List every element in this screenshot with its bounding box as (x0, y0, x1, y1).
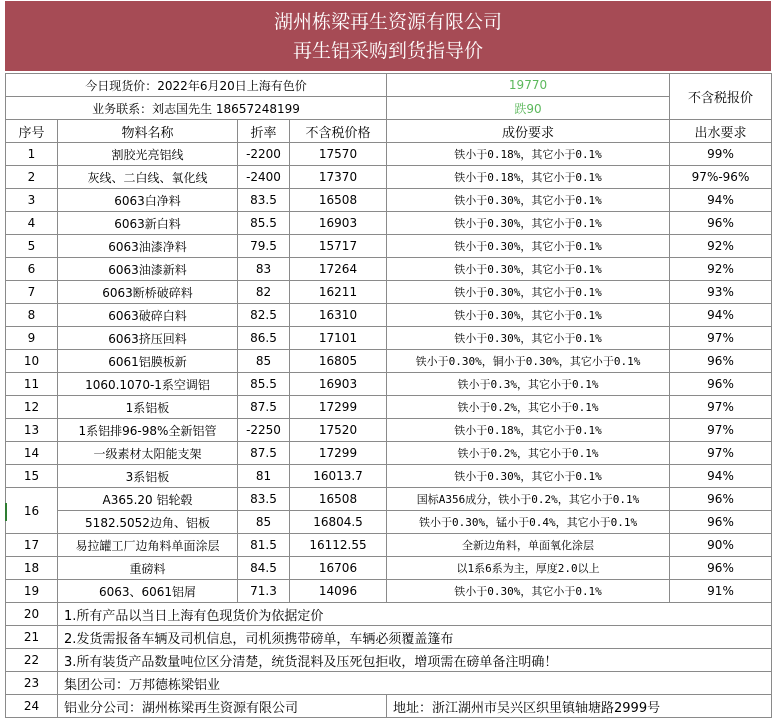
material-name[interactable]: 6063油漆净料 (58, 235, 238, 258)
row-number[interactable]: 21 (6, 626, 58, 649)
row-number[interactable]: 19 (6, 580, 58, 603)
table-row (6, 396, 772, 419)
discount-rate[interactable]: 71.3 (238, 580, 290, 603)
price-excl-tax[interactable]: 16508 (290, 488, 387, 511)
material-name[interactable]: 易拉罐工厂边角料单面涂层 (58, 534, 238, 557)
yield-requirement[interactable]: 94% (670, 465, 772, 488)
yield-requirement[interactable]: 96% (670, 488, 772, 511)
discount-rate[interactable]: 85 (238, 350, 290, 373)
footer-row (6, 695, 772, 718)
composition-requirement[interactable]: 铁小于0.30%，其它小于0.1% (387, 327, 670, 350)
branch-company[interactable]: 铝业分公司：湖州栋梁再生资源有限公司 (58, 695, 387, 718)
composition-requirement[interactable]: 铁小于0.18%，其它小于0.1% (387, 143, 670, 166)
row-number[interactable]: 22 (6, 649, 58, 672)
row-number[interactable]: 1 (6, 143, 58, 166)
price-excl-tax[interactable]: 14096 (290, 580, 387, 603)
table-row (6, 212, 772, 235)
discount-rate[interactable]: 87.5 (238, 396, 290, 419)
row-number[interactable]: 11 (6, 373, 58, 396)
table-row (6, 350, 772, 373)
yield-requirement[interactable]: 91% (670, 580, 772, 603)
row-number[interactable]: 14 (6, 442, 58, 465)
table-row (6, 235, 772, 258)
material-name[interactable]: 灰线、二白线、氧化线 (58, 166, 238, 189)
yield-requirement[interactable]: 97% (670, 442, 772, 465)
column-header-no: 序号 (6, 120, 58, 143)
row-number[interactable]: 18 (6, 557, 58, 580)
composition-requirement[interactable]: 铁小于0.18%，其它小于0.1% (387, 419, 670, 442)
price-excl-tax[interactable]: 16804.5 (290, 511, 387, 534)
table-row (6, 488, 772, 511)
table-row (6, 419, 772, 442)
composition-requirement[interactable]: 铁小于0.2%，其它小于0.1% (387, 442, 670, 465)
row-number[interactable]: 23 (6, 672, 58, 695)
yield-requirement[interactable]: 96% (670, 350, 772, 373)
company-address[interactable]: 地址：浙江湖州市吴兴区织里镇轴塘路2999号 (387, 695, 772, 718)
yield-requirement[interactable]: 97%-96% (670, 166, 772, 189)
material-name[interactable]: 1系铝板 (58, 396, 238, 419)
discount-rate[interactable]: 82 (238, 281, 290, 304)
price-excl-tax[interactable]: 17264 (290, 258, 387, 281)
material-name[interactable]: 6063白净料 (58, 189, 238, 212)
yield-requirement[interactable]: 93% (670, 281, 772, 304)
row-number[interactable]: 9 (6, 327, 58, 350)
material-name[interactable]: 重磅料 (58, 557, 238, 580)
note-row (6, 649, 772, 672)
material-name[interactable]: 1系铝排96-98%全新铝管 (58, 419, 238, 442)
table-row (6, 258, 772, 281)
price-excl-tax[interactable]: 16903 (290, 373, 387, 396)
composition-requirement[interactable]: 铁小于0.30%，其它小于0.1% (387, 465, 670, 488)
company-name: 湖州栋梁再生资源有限公司 (273, 11, 502, 33)
composition-requirement[interactable]: 铁小于0.30%，其它小于0.1% (387, 304, 670, 327)
note-text[interactable]: 2.发货需报备车辆及司机信息，司机须携带磅单，车辆必须覆盖篷布 (58, 626, 772, 649)
composition-requirement[interactable]: 铁小于0.30%，其它小于0.1% (387, 235, 670, 258)
yield-requirement[interactable]: 96% (670, 557, 772, 580)
yield-requirement[interactable]: 96% (670, 212, 772, 235)
price-excl-tax[interactable]: 17520 (290, 419, 387, 442)
yield-requirement[interactable]: 92% (670, 258, 772, 281)
discount-rate[interactable]: 86.5 (238, 327, 290, 350)
table-row (6, 327, 772, 350)
row-number[interactable]: 5 (6, 235, 58, 258)
discount-rate[interactable]: 85.5 (238, 373, 290, 396)
material-name[interactable]: 1060.1070-1系空调铝 (58, 373, 238, 396)
price-excl-tax[interactable]: 16112.55 (290, 534, 387, 557)
material-name[interactable]: 一级素材太阳能支架 (58, 442, 238, 465)
discount-rate[interactable]: 85.5 (238, 212, 290, 235)
row-number[interactable]: 7 (6, 281, 58, 304)
table-row (6, 511, 772, 534)
composition-requirement[interactable]: 以1系6系为主，厚度2.0以上 (387, 557, 670, 580)
row-number[interactable]: 6 (6, 258, 58, 281)
material-name[interactable]: 6061铝膜板新 (58, 350, 238, 373)
table-row (6, 465, 772, 488)
row-number[interactable]: 8 (6, 304, 58, 327)
sheet-title: 再生铝采购到货指导价 (292, 40, 483, 62)
table-row (6, 534, 772, 557)
row-number[interactable]: 24 (6, 695, 58, 718)
discount-rate[interactable]: 82.5 (238, 304, 290, 327)
table-row (6, 281, 772, 304)
composition-requirement[interactable]: 铁小于0.30%，其它小于0.1% (387, 258, 670, 281)
discount-rate[interactable]: -2200 (238, 143, 290, 166)
discount-rate[interactable]: 83 (238, 258, 290, 281)
composition-requirement[interactable]: 铁小于0.30%，其它小于0.1% (387, 580, 670, 603)
table-row (6, 373, 772, 396)
column-header-rate: 折率 (238, 120, 290, 143)
yield-requirement[interactable]: 96% (670, 511, 772, 534)
price-excl-tax[interactable]: 17370 (290, 166, 387, 189)
composition-requirement[interactable]: 全新边角料，单面氧化涂层 (387, 534, 670, 557)
composition-requirement[interactable]: 铁小于0.18%，其它小于0.1% (387, 166, 670, 189)
yield-requirement[interactable]: 97% (670, 419, 772, 442)
price-table (5, 73, 772, 718)
row-number[interactable]: 3 (6, 189, 58, 212)
discount-rate[interactable]: 84.5 (238, 557, 290, 580)
price-excl-tax[interactable]: 17299 (290, 396, 387, 419)
material-name[interactable]: 3系铝板 (58, 465, 238, 488)
material-name[interactable]: 6063、6061铝屑 (58, 580, 238, 603)
spot-price-value[interactable]: 19770 (387, 74, 670, 97)
column-header-name: 物料名称 (58, 120, 238, 143)
price-date-label: 今日现货价：2022年6月20日上海有色价 (6, 74, 387, 97)
material-name[interactable]: 5182.5052边角、铝板 (58, 511, 238, 534)
price-change-value[interactable]: 跌90 (387, 97, 670, 120)
material-name[interactable]: 6063油漆新料 (58, 258, 238, 281)
row-number[interactable]: 15 (6, 465, 58, 488)
composition-requirement[interactable]: 国标A356成分，铁小于0.2%，其它小于0.1% (387, 488, 670, 511)
table-row (6, 166, 772, 189)
table-row (6, 557, 772, 580)
price-excl-tax[interactable]: 16013.7 (290, 465, 387, 488)
price-excl-tax[interactable]: 17570 (290, 143, 387, 166)
column-header-requirement: 成份要求 (387, 120, 670, 143)
note-text[interactable]: 集团公司：万邦德栋梁铝业 (58, 672, 772, 695)
discount-rate[interactable]: 81 (238, 465, 290, 488)
yield-requirement[interactable]: 99% (670, 143, 772, 166)
contact-label: 业务联系：刘志国先生 18657248199 (6, 97, 387, 120)
table-row (6, 143, 772, 166)
note-row (6, 603, 772, 626)
price-excl-tax[interactable]: 17101 (290, 327, 387, 350)
material-name[interactable]: 割胶光亮铝线 (58, 143, 238, 166)
row-number[interactable]: 13 (6, 419, 58, 442)
material-name[interactable]: A365.20 铝轮毂 (58, 488, 238, 511)
discount-rate[interactable]: 87.5 (238, 442, 290, 465)
material-name[interactable]: 6063断桥破碎料 (58, 281, 238, 304)
composition-requirement[interactable]: 铁小于0.30%，锰小于0.4%，其它小于0.1% (387, 511, 670, 534)
price-excl-tax[interactable]: 16903 (290, 212, 387, 235)
tax-note: 不含税报价 (670, 74, 772, 120)
price-info-row (6, 74, 772, 97)
composition-requirement[interactable]: 铁小于0.30%，其它小于0.1% (387, 212, 670, 235)
composition-requirement[interactable]: 铁小于0.30%，铜小于0.30%，其它小于0.1% (387, 350, 670, 373)
yield-requirement[interactable]: 97% (670, 327, 772, 350)
row-number[interactable]: 2 (6, 166, 58, 189)
note-row (6, 626, 772, 649)
table-row (6, 189, 772, 212)
table-row (6, 304, 772, 327)
discount-rate[interactable]: 83.5 (238, 189, 290, 212)
price-excl-tax[interactable]: 16211 (290, 281, 387, 304)
yield-requirement[interactable]: 97% (670, 396, 772, 419)
discount-rate[interactable]: 85 (238, 511, 290, 534)
discount-rate[interactable]: -2400 (238, 166, 290, 189)
row-number[interactable]: 16 (6, 488, 58, 534)
row-number[interactable]: 17 (6, 534, 58, 557)
row-number[interactable]: 20 (6, 603, 58, 626)
note-text[interactable]: 1.所有产品以当日上海有色现货价为依据定价 (58, 603, 772, 626)
column-header-row (6, 120, 772, 143)
price-excl-tax[interactable]: 15717 (290, 235, 387, 258)
note-text[interactable]: 3.所有装货产品数量吨位区分清楚，统货混料及压死包拒收，增项需在磅单备注明确！ (58, 649, 772, 672)
composition-requirement[interactable]: 铁小于0.3%，其它小于0.1% (387, 373, 670, 396)
yield-requirement[interactable]: 92% (670, 235, 772, 258)
price-excl-tax[interactable]: 16706 (290, 557, 387, 580)
price-excl-tax[interactable]: 16310 (290, 304, 387, 327)
price-excl-tax[interactable]: 16508 (290, 189, 387, 212)
material-name[interactable]: 6063破碎白料 (58, 304, 238, 327)
column-header-price: 不含税价格 (290, 120, 387, 143)
price-excl-tax[interactable]: 16805 (290, 350, 387, 373)
yield-requirement[interactable]: 96% (670, 373, 772, 396)
table-row (6, 442, 772, 465)
material-name[interactable]: 6063新白料 (58, 212, 238, 235)
discount-rate[interactable]: -2250 (238, 419, 290, 442)
yield-requirement[interactable]: 90% (670, 534, 772, 557)
contact-row (6, 97, 772, 120)
discount-rate[interactable]: 83.5 (238, 488, 290, 511)
table-row (6, 580, 772, 603)
title-banner (5, 1, 771, 71)
discount-rate[interactable]: 81.5 (238, 534, 290, 557)
column-header-yield: 出水要求 (670, 120, 772, 143)
price-excl-tax[interactable]: 17299 (290, 442, 387, 465)
note-row (6, 672, 772, 695)
composition-requirement[interactable]: 铁小于0.30%，其它小于0.1% (387, 189, 670, 212)
yield-requirement[interactable]: 94% (670, 304, 772, 327)
composition-requirement[interactable]: 铁小于0.2%，其它小于0.1% (387, 396, 670, 419)
discount-rate[interactable]: 79.5 (238, 235, 290, 258)
row-number[interactable]: 4 (6, 212, 58, 235)
material-name[interactable]: 6063挤压回料 (58, 327, 238, 350)
row-number[interactable]: 12 (6, 396, 58, 419)
composition-requirement[interactable]: 铁小于0.30%，其它小于0.1% (387, 281, 670, 304)
selection-marker (5, 503, 7, 521)
yield-requirement[interactable]: 94% (670, 189, 772, 212)
row-number[interactable]: 10 (6, 350, 58, 373)
